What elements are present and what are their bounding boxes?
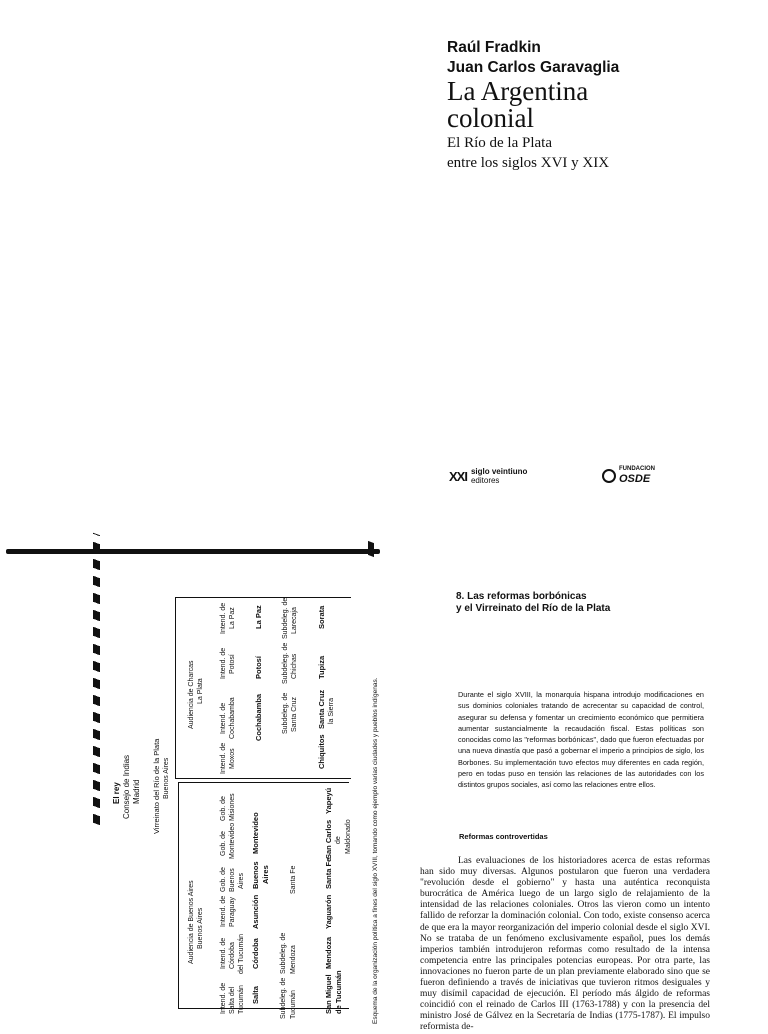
- chart-node-viceroyalty-seat: Buenos Aires: [163, 757, 170, 799]
- chart-node-subdeleg: Chichas: [291, 653, 298, 679]
- chart-node-subdeleg: Subdeleg. de: [282, 642, 289, 684]
- chapter-heading-line: y el Virreinato del Río de la Plata: [456, 603, 611, 614]
- chart-node-town: San Miguel: [324, 974, 333, 1014]
- chapter-intro: Durante el siglo XVIII, la monarquía hispana introdujo modificaciones en sus dominios coloniales tratando de acrecentar su capacidad de control, asegurar su defensa y fomentar un crecimiento económico que permitiera aumentar sustancialmente la recaudación fiscal. Estas políticas son conocidas como las "reformas borbónicas", dado que fueron efectuadas por una nueva dinastía que pasó a gobernar el imperio a principios de siglo, los Borbones. Su implementación tuvo efectos muy diferentes en cada región, pero en todas puso en tensión las relaciones de las autoridades con los distintos grupos sociales, así como las relaciones entre ellos.: [458, 690, 704, 790]
- chart-node-city: Salta: [251, 986, 260, 1004]
- chart-node-subdeleg: Mendoza: [290, 945, 297, 974]
- siglo-logo-icon: XXI: [449, 468, 467, 484]
- chart-node-city: Montevideo: [251, 812, 260, 854]
- book-subtitle-line: El Río de la Plata: [447, 135, 552, 151]
- publisher-name: siglo veintiuno: [470, 467, 528, 476]
- chart-node-town: de Tucumán: [334, 970, 343, 1014]
- chart-node-town: Yapeyú: [324, 787, 333, 814]
- chart-node-aud-ba-seat: Buenos Aires: [197, 907, 204, 949]
- decorative-marker: [368, 541, 374, 557]
- chart-node-admin: Gob. de: [220, 867, 227, 892]
- chart-node-city: Asunción: [251, 894, 260, 929]
- chart-node-admin: Buenos: [229, 868, 236, 892]
- chart-node-admin: Gob. de: [220, 831, 227, 856]
- chart-node-admin: Gob. de: [220, 796, 227, 821]
- chart-node-admin: Potosí: [229, 654, 236, 674]
- book-subtitle-line: entre los siglos XVI y XIX: [447, 155, 610, 171]
- chart-node-aud-charcas-seat: La Plata: [197, 678, 204, 704]
- chart-node-admin: Cochabamba: [229, 697, 236, 739]
- chart-node-city: Potosí: [254, 656, 263, 679]
- chart-node-subdeleg: Subdeleg. de: [280, 932, 287, 974]
- chart-node-subdeleg: Subdeleg. de: [282, 597, 289, 639]
- book-title: [447, 78, 588, 132]
- chart-node-king: El rey: [112, 782, 121, 804]
- chart-node-town: Santa Fe: [324, 857, 333, 889]
- decorative-dash-bar: [93, 533, 100, 826]
- chart-node-admin: Montevideo: [229, 822, 236, 859]
- chapter-heading-line: 8. Las reformas borbónicas: [456, 591, 587, 602]
- chart-caption: Esquema de la organización política a fines del siglo XVIII, tomando como ejemplo varias ciudades y pueblos indígenas.: [372, 677, 379, 1024]
- chart-node-town: la Sierra: [328, 697, 335, 724]
- chart-node-admin: Tucumán: [238, 985, 245, 1014]
- chart-node-admin: Intend. de: [220, 702, 227, 734]
- chart-node-city: La Paz: [254, 605, 263, 629]
- chart-node-town: Sorata: [317, 605, 326, 629]
- chart-node-admin: del Tucumán: [238, 933, 245, 974]
- chart-node-admin: Intend. de: [220, 742, 227, 774]
- chart-node-town: Tupiza: [317, 655, 326, 679]
- chart-node-city: Cochabamba: [254, 693, 263, 741]
- chart-node-madrid: Madrid: [132, 779, 141, 804]
- chart-node-town: Santa Cruz: [317, 689, 326, 729]
- chart-node-city: Aires: [261, 865, 270, 884]
- chart-node-admin: Intend. de: [220, 895, 227, 927]
- cover-authors: [447, 38, 619, 78]
- chart-node-city: Córdoba: [251, 938, 260, 969]
- publisher2-small-text: FUNDACION: [619, 466, 655, 472]
- chart-node-admin: Intend. de: [220, 937, 227, 969]
- book-title-line: La Argentina: [447, 76, 589, 106]
- chart-node-admin: Intend. de: [220, 602, 227, 634]
- publisher2-big-text: OSDE: [619, 473, 651, 485]
- chart-node-subdeleg: Subdeleg. de: [282, 692, 289, 734]
- chart-node-town: Chiquitos: [317, 734, 326, 769]
- osde-logo-icon: [602, 469, 616, 483]
- chart-node-town: Mendoza: [324, 936, 333, 969]
- publisher-logo-siglo: [449, 467, 527, 485]
- chart-node-admin: Intend. de: [220, 647, 227, 679]
- chart-node-subdeleg: Santa Fe: [290, 865, 297, 894]
- chart-node-subdeleg: Subdeleg. de: [280, 977, 287, 1019]
- chart-node-admin: Intend. de: [220, 982, 227, 1014]
- body-text: Las evaluaciones de los historiadores acerca de estas reformas han sido muy diversas. Algunos postularon que fueron una verdadera "revolución desde el gobierno" y hasta una auténtica reconquista burocrática de América luego de un largo siglo de relajamiento de la intensidad de las relaciones coloniales. Otros las vieron como un intento fallido de reforzar la dominación colonial. Con todo, existe consenso acerca de que era la mayor reorganización del imperio colonial desde el siglo XVI. No se trataba de un fenómeno exclusivamente español, pues los demás imperios también introdujeron reformas como resultado de la intensa competencia entre las principales potencias europeas. Por otra parte, las innovaciones no fueron parte de un plan previamente elaborado sino que se fueron definiendo a través de iniciativas que tuvieron ritmos desiguales y muy disímil capacidad de ejecución. El período más álgido de reformas coincidió con el reinado de Carlos III (1763-1788) y con la presencia del ministro José de Gálvez en la Secretaría de Indias (1775-1787). El impulso reformista de-: [420, 856, 710, 1033]
- publisher-subname: editores: [470, 476, 500, 485]
- chart-node-admin: Moxos: [229, 748, 236, 769]
- chart-node-admin: Aires: [238, 873, 245, 889]
- author-name: Juan Carlos Garavaglia: [447, 59, 620, 76]
- org-chart: [0, 544, 390, 1024]
- publisher-logo-osde: [602, 466, 655, 485]
- chart-node-admin: La Paz: [229, 607, 236, 629]
- chart-node-council: Consejo de Indias: [122, 754, 131, 819]
- chart-node-town: San Carlos: [324, 819, 333, 859]
- chart-node-town: Maldonado: [345, 819, 352, 854]
- chart-node-town: Yaguarón: [324, 894, 333, 929]
- chart-node-admin: Salta del: [229, 986, 236, 1014]
- section-heading: Reformas controvertidas: [459, 832, 548, 841]
- chart-node-subdeleg: Tucumán: [290, 990, 297, 1019]
- chapter-heading: [456, 591, 610, 615]
- book-title-line: colonial: [447, 103, 534, 133]
- chart-node-viceroyalty: Virreinato del Río de la Plata: [152, 738, 161, 834]
- chart-node-subdeleg: Larecaja: [291, 607, 298, 634]
- book-subtitle: [447, 133, 609, 173]
- author-name: Raúl Fradkin: [447, 39, 541, 56]
- chart-node-admin: Misiones: [229, 793, 236, 821]
- chart-node-city: Buenos: [251, 861, 260, 889]
- chart-node-admin: Paraguay: [229, 897, 236, 927]
- chart-node-town: de: [335, 836, 342, 844]
- chart-node-aud-charcas: Audiencia de Charcas: [188, 660, 195, 729]
- chart-node-subdeleg: Santa Cruz: [291, 696, 298, 732]
- chart-node-admin: Córdoba: [229, 942, 236, 969]
- chart-node-aud-ba: Audiencia de Buenos Aires: [188, 880, 195, 964]
